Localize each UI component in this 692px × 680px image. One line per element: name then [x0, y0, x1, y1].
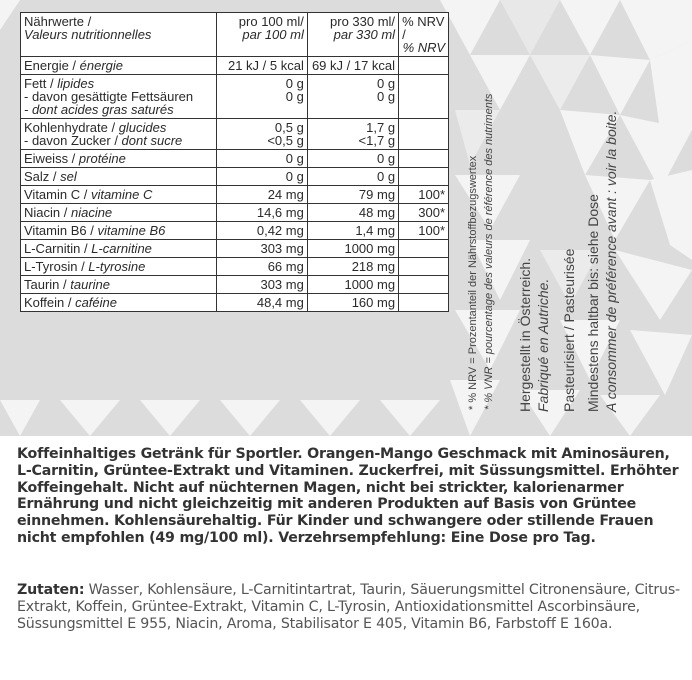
table-header-row [21, 13, 449, 57]
nutrition-table [20, 12, 449, 312]
row-sublabel-de: - davon Zucker / [24, 133, 122, 148]
row-label-de: Kohlenhydrate / [24, 120, 119, 135]
product-description: Koffeinhaltiges Getränk für Sportler. Orangen-Mango Geschmack mit Aminosäuren, L-Carnitin, Grüntee-Extrakt und Vitaminen. Zuckerfrei, mit Süssungsmittel. Erhöhter Koffeingehalt. Nicht auf nüchternen Magen, nicht bei strickter, kalorienarmer Ernährung und nicht gleichzeitig mit anderen Produkten auf Basis von Grüntee einnehmen. Kohlensäurehaltig. Für Kinder und schwangere oder stillende Frauen nicht empfohlen (49 mg/100 ml). Verzehrsempfehlung: Eine Dose pro Tag. [17, 446, 679, 546]
value-330ml: 69 kJ / 17 kcal [307, 57, 398, 75]
value-nrv [399, 75, 449, 119]
value-nrv: 100* [399, 222, 449, 240]
row-label [21, 294, 217, 312]
value-330ml-main: 0 g [376, 76, 396, 91]
pasteurized-note: Pasteurisiert / Pasteurisée [561, 248, 577, 412]
nrv-footnote-de: * % NRV = Prozentanteil der Nährstoffbezugswertex [467, 155, 479, 410]
header-nrv [399, 13, 449, 57]
value-100ml: 21 kJ / 5 kcal [216, 57, 307, 75]
value-nrv [399, 150, 449, 168]
row-label-de: L-Tyrosin / [24, 259, 89, 274]
value-100ml: 24 mg [216, 186, 307, 204]
row-label-fr: énergie [79, 58, 124, 73]
value-nrv [399, 240, 449, 258]
value-330ml: 79 mg [307, 186, 398, 204]
table-row-l-carnitine [21, 240, 449, 258]
row-label-de: Vitamin C / [24, 187, 91, 202]
value-330ml-main: 1,7 g [366, 120, 396, 135]
value-100ml-main: 0 g [285, 76, 304, 91]
header-nrv-de: % NRV / [402, 14, 445, 42]
value-100ml: 0 g [216, 168, 307, 186]
row-label [21, 204, 217, 222]
value-nrv [399, 119, 449, 150]
header-per-100ml-de: pro 100 ml/ [238, 14, 304, 29]
value-100ml: 0,42 mg [216, 222, 307, 240]
row-label-de: L-Carnitin / [24, 241, 92, 256]
table-row-protein [21, 150, 449, 168]
row-label-fr: vitamine B6 [97, 223, 166, 238]
row-sublabel-de: - davon gesättigte Fettsäuren [24, 89, 194, 104]
nrv-footnote-fr: * % VNR = pourcentage des valeurs de référence des nutriments [483, 93, 495, 410]
value-100ml: 48,4 mg [216, 294, 307, 312]
row-label-fr: vitamine C [90, 187, 153, 202]
value-330ml: 218 mg [307, 258, 398, 276]
row-label-fr: lipides [57, 76, 95, 91]
value-330ml [307, 119, 398, 150]
ingredients-paragraph [17, 582, 683, 632]
value-330ml: 0 g [307, 168, 398, 186]
table-row-carbohydrates [21, 119, 449, 150]
value-100ml-main: 0,5 g [274, 120, 304, 135]
value-100ml: 303 mg [216, 240, 307, 258]
made-in-austria-de: Hergestellt in Österreich. [517, 257, 533, 412]
value-330ml: 1,4 mg [307, 222, 398, 240]
value-330ml: 1000 mg [307, 276, 398, 294]
value-100ml [216, 119, 307, 150]
table-row-fat [21, 75, 449, 119]
value-100ml: 303 mg [216, 276, 307, 294]
row-label [21, 258, 217, 276]
header-nrv-fr: % NRV [402, 40, 445, 55]
value-nrv: 100* [399, 186, 449, 204]
value-nrv [399, 168, 449, 186]
header-per-330ml-fr: par 330 ml [333, 27, 396, 42]
value-100ml-sub: 0 g [285, 89, 304, 104]
row-label-de: Vitamin B6 / [24, 223, 98, 238]
best-before-de: Mindestens haltbar bis: siehe Dose [585, 194, 601, 412]
row-label [21, 222, 217, 240]
value-100ml: 0 g [216, 150, 307, 168]
header-nutrients-fr: Valeurs nutritionnelles [24, 27, 152, 42]
value-nrv [399, 294, 449, 312]
row-label-de: Eiweiss / [24, 151, 79, 166]
header-per-100ml [216, 13, 307, 57]
row-label-fr: glucides [118, 120, 167, 135]
value-100ml: 14,6 mg [216, 204, 307, 222]
value-100ml-sub: <0,5 g [267, 133, 304, 148]
value-330ml [307, 75, 398, 119]
table-row-energy [21, 57, 449, 75]
row-label-fr: protéine [78, 151, 126, 166]
table-row-taurine [21, 276, 449, 294]
table-row-salt [21, 168, 449, 186]
value-nrv [399, 57, 449, 75]
row-label [21, 186, 217, 204]
row-label [21, 168, 217, 186]
value-100ml [216, 75, 307, 119]
ingredients-list: Wasser, Kohlensäure, L-Carnitintartrat, Taurin, Säuerungsmittel Citronensäure, Citrus-Extrakt, Koffein, Grüntee-Extrakt, Vitamin C, L-Tyrosin, Antioxidationsmittel Ascorbinsäure, Süssungsmittel E 955, Niacin, Aroma, Stabilisator E 405, Vitamin B6, Farbstoff E 160a. [17, 582, 680, 632]
row-label-de: Energie / [24, 58, 80, 73]
row-label-de: Taurin / [24, 277, 71, 292]
row-label-fr: taurine [70, 277, 110, 292]
row-label-de: Fett / [24, 76, 58, 91]
ingredients-label: Zutaten: [17, 582, 85, 598]
value-100ml: 66 mg [216, 258, 307, 276]
row-label-fr: L-carnitine [91, 241, 152, 256]
value-330ml-sub: <1,7 g [358, 133, 396, 148]
table-row-vitamin-c [21, 186, 449, 204]
row-label-de: Niacin / [24, 205, 71, 220]
row-label [21, 276, 217, 294]
header-nutrients-de: Nährwerte / [24, 14, 92, 29]
table-row-l-tyrosine [21, 258, 449, 276]
table-row-caffeine [21, 294, 449, 312]
header-per-100ml-fr: par 100 ml [242, 27, 304, 42]
value-330ml: 160 mg [307, 294, 398, 312]
made-in-austria-fr: Fabriqué en Autriche. [535, 278, 551, 412]
header-per-330ml-de: pro 330 ml/ [330, 14, 396, 29]
row-label-de: Salz / [24, 169, 61, 184]
row-label-fr: sel [60, 169, 77, 184]
value-nrv [399, 276, 449, 294]
row-label [21, 57, 217, 75]
row-sublabel-fr: - dont acides gras saturés [24, 102, 174, 117]
header-nutrients [21, 13, 217, 57]
header-per-330ml [307, 13, 398, 57]
table-row-vitamin-b6 [21, 222, 449, 240]
best-before-fr: A consommer de préférence avant : voir la boite. [603, 110, 619, 412]
value-nrv [399, 258, 449, 276]
row-label-fr: L-tyrosine [88, 259, 146, 274]
row-label [21, 75, 217, 119]
table-row-niacin [21, 204, 449, 222]
value-330ml: 48 mg [307, 204, 398, 222]
row-sublabel-fr: dont sucre [121, 133, 183, 148]
row-label-fr: niacine [70, 205, 113, 220]
row-label [21, 150, 217, 168]
row-label [21, 240, 217, 258]
row-label-de: Koffein / [24, 295, 76, 310]
value-330ml-sub: 0 g [376, 89, 396, 104]
value-330ml: 0 g [307, 150, 398, 168]
row-label [21, 119, 217, 150]
value-nrv: 300* [399, 204, 449, 222]
value-330ml: 1000 mg [307, 240, 398, 258]
row-label-fr: caféine [75, 295, 117, 310]
